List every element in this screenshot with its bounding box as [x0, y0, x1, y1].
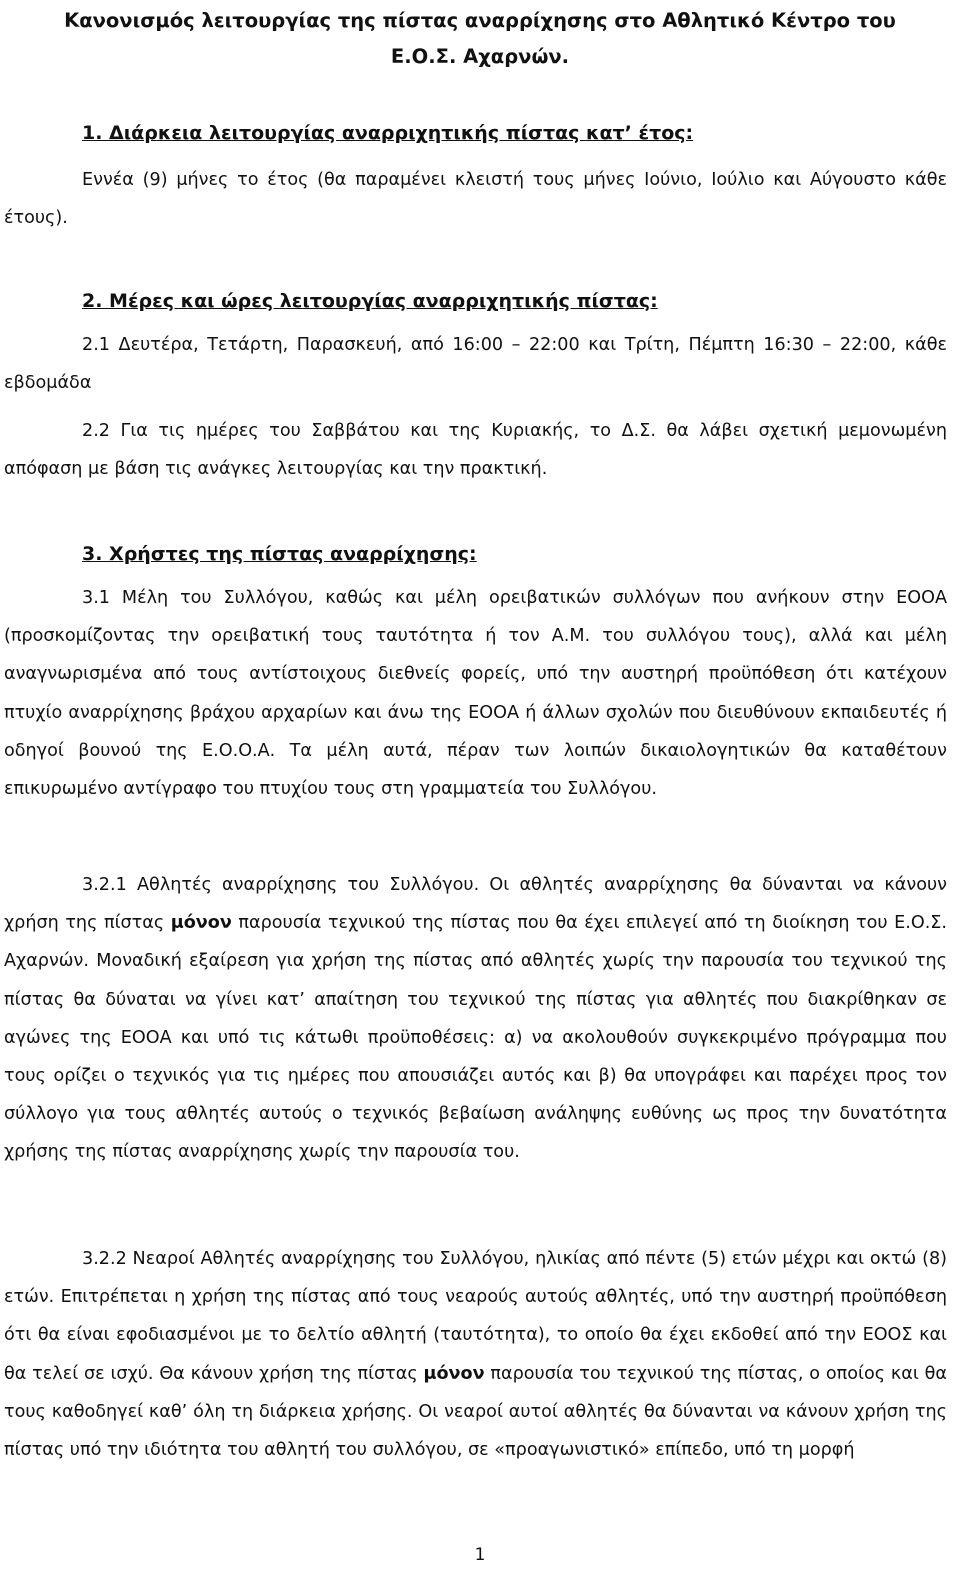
- paragraph-3-2-1-text-b: παρουσία τεχνικού της πίστας που θα έχει επιλεγεί από τη διοίκηση του Ε.Ο.Σ. Αχαρνών. Μοναδική εξαίρεση για χρήση της πίστας από αθλητές χωρίς την παρουσία του τεχνικού της πίστας θα δύναται να γίνει κατ’ απαίτηση του τεχνικού της πίστας για αθλητές που διακρίθηκαν σε αγώνες της ΕΟΟΑ και υπό τις κάτωθι προϋποθέσεις: α) να ακολουθούν συγκεκριμένο πρόγραμμα που τους ορίζει ο τεχνικός για τις ημέρες που απουσιάζει αυτός και β) θα υπογράφει και παρέχει προς τον σύλλογο για τους αθλητές αυτούς ο τεχνικός βεβαίωση ανάληψης ευθύνης ως προς την δυνατότητα χρήσης της πίστας αναρρίχησης χωρίς την παρουσία του.: [4, 913, 947, 1163]
- paragraph-3-2-1-emphasis: μόνον: [170, 913, 232, 934]
- page-number: 1: [474, 1545, 486, 1565]
- paragraph-3-2-2-emphasis: μόνον: [423, 1363, 485, 1384]
- section-3-paragraph-3-2-1: [4, 866, 947, 1172]
- section-2-paragraph-2: 2.2 Για τις ημέρες του Σαββάτου και της Κυριακής, το Δ.Σ. θα λάβει σχετική μεμονωμένη απόφαση με βάση τις ανάγκες λειτουργίας και την πρακτική.: [4, 421, 947, 480]
- section-3-paragraph-3-1: 3.1 Μέλη του Συλλόγου, καθώς και μέλη ορειβατικών συλλόγων που ανήκουν στην ΕΟΟΑ (προσκομίζοντας την ορειβατική τους ταυτότητα ή τον Α.Μ. του συλλόγου τους), αλλά και μέλη αναγνωρισμένα από τους αντίστοιχους διεθνείς φορείς, υπό την αυστηρή προϋπόθεση ότι κατέχουν πτυχίο αναρρίχησης βράχου αρχαρίων και άνω της ΕΟΟΑ ή άλλων σχολών που διευθύνουν εκπαιδευτές ή οδηγοί βουνού της Ε.Ο.Ο.Α. Τα μέλη αυτά, πέραν των λοιπών δικαιολογητικών θα καταθέτουν επικυρωμένο αντίγραφο του πτυχίου τους στη γραμματεία του Συλλόγου.: [4, 588, 947, 800]
- section-3-heading: 3. Χρήστες της πίστας αναρρίχησης:: [82, 543, 477, 565]
- section-2-paragraph-1: 2.1 Δευτέρα, Τετάρτη, Παρασκευή, από 16:00 – 22:00 και Τρίτη, Πέμπτη 16:30 – 22:00, κάθε εβδομάδα: [4, 335, 947, 394]
- document-title-line-2: Ε.Ο.Σ. Αχαρνών.: [390, 45, 570, 68]
- section-1-heading: 1. Διάρκεια λειτουργίας αναρριχητικής πίστας κατ’ έτος:: [82, 122, 694, 144]
- paragraph-3-2-1-text-a: 3.2.1 Αθλητές αναρρίχησης του Συλλόγου. Οι αθλητές αναρρίχησης θα δύνανται να κάνουν χρήση της πίστας: [4, 875, 947, 934]
- section-3-paragraph-3-2-2: [4, 1240, 947, 1469]
- document-title-line-1: Κανονισμός λειτουργίας της πίστας αναρρίχησης στο Αθλητικό Κέντρο του: [64, 9, 896, 32]
- section-2-heading: 2. Μέρες και ώρες λειτουργίας αναρριχητικής πίστας:: [82, 290, 658, 312]
- paragraph-3-2-2-text-b: παρουσία του τεχνικού της πίστας, ο οποίος και θα τους καθοδηγεί καθ’ όλη τη διάρκεια χρήσης. Οι νεαροί αυτοί αθλητές θα δύνανται να κάνουν χρήση της πίστας υπό την ιδιότητα του αθλητή του συλλόγου, σε «προαγωνιστικό» επίπεδο, υπό τη μορφή: [4, 1363, 947, 1461]
- paragraph-3-2-2-text-a: 3.2.2 Νεαροί Αθλητές αναρρίχησης του Συλλόγου, ηλικίας από πέντε (5) ετών μέχρι και οκτώ (8) ετών. Επιτρέπεται η χρήση της πίστας από τους νεαρούς αυτούς αθλητές, υπό την αυστηρή προϋπόθεση ότι θα είναι εφοδιασμένοι με το δελτίο αθλητή (ταυτότητα), το οποίο θα έχει εκδοθεί από την ΕΟΟΣ και θα τελεί σε ισχύ. Θα κάνουν χρήση της πίστας: [4, 1249, 947, 1384]
- section-1-body: Εννέα (9) μήνες το έτος (θα παραμένει κλειστή τους μήνες Ιούνιο, Ιούλιο και Αύγουστο κάθε έτους).: [4, 170, 947, 229]
